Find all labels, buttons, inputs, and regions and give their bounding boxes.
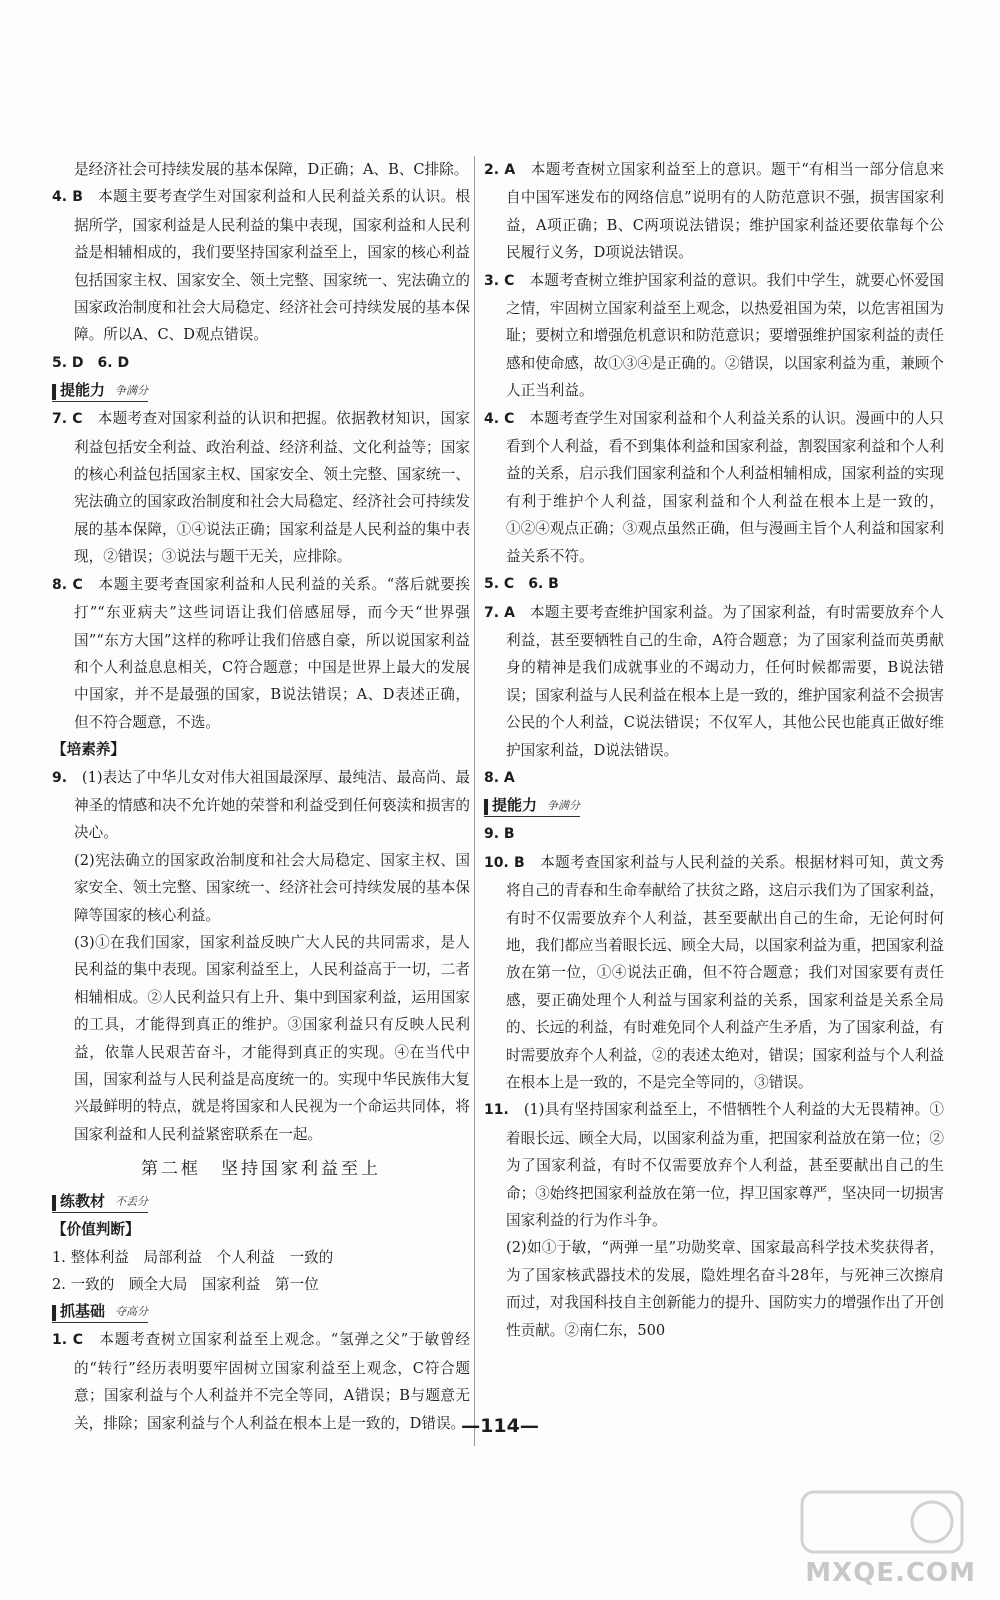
answer-number: 3. C xyxy=(484,272,515,289)
paragraph: (2)如①于敏，“两弹一星”功勋奖章、国家最高科学技术奖获得者，为了国家核武器技术的发展，隐姓埋名奋斗28年，与死神三次擦肩而过，对我国科技自主创新能力的提升、国防实力的增强作出了开创性贡献。②南仁东，500 xyxy=(506,1239,944,1339)
section-header xyxy=(52,377,470,405)
answer-number: 2. A xyxy=(484,162,516,178)
answer-number: 4. B xyxy=(52,189,83,206)
section-title: 练教材 xyxy=(60,1192,106,1211)
paragraph: (3)①在我们国家，国家利益反映广大人民的共同需求，是人民利益的集中表现。国家利益至上，人民利益高于一切，二者相辅相成。②人民利益只有上升、集中到国家利益，运用国家的工具，才能得到真正的维护。③国家利益只有反映人民利益，依靠人民艰苦奋斗，才能得到真正的实现。④在当代中国，国家利益与人民利益是高度统一的。实现中华民族伟大复兴最鲜明的特点，就是将国家和人民视为一个命运共同体，将国家利益和人民利益紧密联系在一起。 xyxy=(74,933,470,1143)
answer-item xyxy=(484,570,944,598)
answer-item xyxy=(52,571,470,736)
left-column xyxy=(52,156,470,1437)
answer-item xyxy=(484,156,944,267)
page-number: —114— xyxy=(461,1415,539,1437)
answer-text: 本题考查学生对国家利益和个人利益关系的认识。漫画中的人只看到个人利益，看不到集体利益和国家利益，割裂国家利益和个人利益的关系，启示我们国家利益和个人利益相辅相成，国家利益的实现有利于维护个人利益，国家利益和个人利益在根本上是一致的，①②④观点正确；③观点虽然正确，但与漫画主旨个人利益和国家利益关系不符。 xyxy=(506,409,944,565)
section-title: 提能力 xyxy=(60,381,106,400)
fill-answer: 2. 一致的 顾全大局 国家利益 第一位 xyxy=(52,1276,319,1294)
answer-item xyxy=(484,405,944,570)
section-subtitle: 不丢分 xyxy=(115,1195,149,1209)
section-bar-icon xyxy=(52,1195,56,1211)
answer-text: (1)表达了中华儿女对伟大祖国最深厚、最纯洁、最高尚、最神圣的情感和决不允许她的荣誉和利益受到任何亵渎和损害的决心。 xyxy=(74,768,470,842)
section-header xyxy=(52,1188,470,1216)
section-bar-icon xyxy=(484,799,488,815)
answer-number: 4. C xyxy=(484,410,515,427)
answer-number: 11. xyxy=(484,1102,509,1119)
answer-text: 本题主要考查学生对国家利益和人民利益关系的认识。根据所学，国家利益是人民利益的集中表现，国家利益和人民利益是相辅相成的，我们要坚持国家利益至上，国家的核心利益包括国家主权、国家安全、领土完整、国家统一、宪法确立的国家政治制度和社会大局稳定、经济社会可持续发展的基本保障。所以A、C、D观点错误。 xyxy=(74,188,470,344)
watermark-logo xyxy=(782,1482,982,1592)
answer-item xyxy=(52,183,470,348)
answer-text: 本题考查树立国家利益至上的意识。题干“有相当一部分信息来自中国军迷发布的网络信息”说明有的人防范意识不强，损害国家利益，A项正确；B、C两项说法错误；维护国家利益还要依靠每个公民履行义务，D项说法错误。 xyxy=(506,161,944,262)
answer-item xyxy=(52,349,470,377)
answer-item xyxy=(484,820,944,848)
answer-item xyxy=(484,599,944,764)
answer-text: (1)具有坚持国家利益至上，不惜牺牲个人利益的大无畏精神。①着眼长远、顾全大局，以国家利益为重，把国家利益放在第一位；②为了国家利益，有时不仅需要放弃个人利益，甚至要献出自己的生命；③始终把国家利益放在第一位，捍卫国家尊严，坚决同一切损害国家利益的行为作斗争。 xyxy=(506,1101,944,1230)
answer-number: 5. C 6. B xyxy=(484,576,559,593)
bracket-heading: 【价值判断】 xyxy=(52,1221,140,1239)
answer-text: 本题主要考查维护国家利益。为了国家利益，有时需要放弃个人利益，甚至要牺牲自己的生命，A符合题意；为了国家利益而英勇献身的精神是我们成就事业的不竭动力，任何时候都需要，B说法错误；国家利益与人民利益在根本上是一致的，维护国家利益不会损害公民的个人利益，C说法错误；不仅军人，其他公民也能真正做好维护国家利益，D说法错误。 xyxy=(506,603,944,759)
answer-number: 7. C xyxy=(52,411,83,428)
column-divider xyxy=(474,156,475,1446)
fill-answer: 1. 整体利益 局部利益 个人利益 一致的 xyxy=(52,1248,334,1266)
section-subtitle: 夺高分 xyxy=(115,1305,149,1319)
answer-number: 10. B xyxy=(484,854,525,871)
answer-number: 8. C xyxy=(52,576,83,593)
watermark-icon xyxy=(782,1482,982,1562)
answer-number: 8. A xyxy=(484,769,515,786)
answer-number: 9. B xyxy=(484,826,515,843)
answer-text: 本题考查树立国家利益至上观念。“氢弹之父”于敏曾经的“转行”经历表明要牢固树立国家利益至上观念，C符合题意；国家利益与个人利益并不完全等同，A错误；B与题意无关，排除；国家利益与个人利益在根本上是一致的，D错误。 xyxy=(74,1331,470,1432)
watermark-text: MXQE.COM xyxy=(805,1558,976,1588)
section-bar-icon xyxy=(52,1305,56,1321)
answer-number: 1. C xyxy=(52,1332,84,1349)
section-subtitle: 争满分 xyxy=(547,799,581,813)
answer-number: 5. D 6. D xyxy=(52,354,130,371)
right-column xyxy=(484,156,944,1344)
answer-text: 本题考查树立维护国家利益的意识。我们中学生，就要心怀爱国之情，牢固树立国家利益至上观念，以热爱祖国为荣，以危害祖国为耻；要树立和增强危机意识和防范意识；要增强维护国家利益的责任感和使命感，故①③④是正确的。②错误，以国家利益为重，兼顾个人正当利益。 xyxy=(506,271,944,400)
section-title: 抓基础 xyxy=(60,1302,106,1321)
section-header xyxy=(52,1298,470,1326)
paragraph: 是经济社会可持续发展的基本保障，D正确；A、B、C排除。 xyxy=(74,161,469,178)
section-title: 提能力 xyxy=(492,796,538,815)
answer-item xyxy=(484,849,944,1097)
answer-text: 本题考查国家利益与人民利益的关系。根据材料可知，黄文秀将自己的青春和生命奉献给了扶贫之路，这启示我们为了国家利益，有时不仅需要放弃个人利益，甚至要献出自己的生命，无论何时何地，我们都应当着眼长远、顾全大局，以国家利益为重，把国家利益放在第一位，①④说法正确，但不符合题意；我们对国家要有责任感，要正确处理个人利益与国家利益的关系，国家利益是关系全局的、长远的利益，有时难免同个人利益产生矛盾，为了国家利益，有时需要放弃个人利益，②的表述太绝对，错误；国家利益与个人利益在根本上是一致的，不是完全等同的，③错误。 xyxy=(506,853,944,1091)
answer-item xyxy=(484,267,944,405)
section-header xyxy=(484,792,944,820)
answer-item xyxy=(484,1096,944,1234)
answer-text: 本题考查对国家利益的认识和把握。依据教材知识，国家利益包括安全利益、政治利益、经济利益、文化利益等；国家的核心利益包括国家主权、国家安全、领土完整、国家统一、宪法确立的国家政治制度和社会大局稳定、经济社会可持续发展的基本保障，①④说法正确；国家利益是人民利益的集中表现，②错误；③说法与题干无关，应排除。 xyxy=(74,410,470,566)
section-bar-icon xyxy=(52,384,56,400)
answer-number: 9. xyxy=(52,769,68,786)
answer-number: 7. A xyxy=(484,604,515,621)
answer-item xyxy=(484,764,944,792)
answer-item xyxy=(52,405,470,570)
bracket-heading: 【培素养】 xyxy=(52,741,125,759)
paragraph: (2)宪法确立的国家政治制度和社会大局稳定、国家主权、国家安全、领土完整、国家统一、经济社会可持续发展的基本保障等国家的核心利益。 xyxy=(74,851,470,924)
answer-item xyxy=(52,764,470,847)
section-subtitle: 争满分 xyxy=(115,384,149,398)
answer-text: 本题主要考查国家利益和人民利益的关系。“落后就要挨打”“东亚病夫”这些词语让我们倍感屈辱，而今天“世界强国”“东方大国”这样的称呼让我们倍感自豪，所以说国家利益和个人利益息息相关，C符合题意；中国是世界上最大的发展中国家，并不是最强的国家，B说法错误；A、D表述正确，但不符合题意，不选。 xyxy=(74,575,470,731)
chapter-title: 第二框 坚持国家利益至上 xyxy=(141,1159,381,1180)
